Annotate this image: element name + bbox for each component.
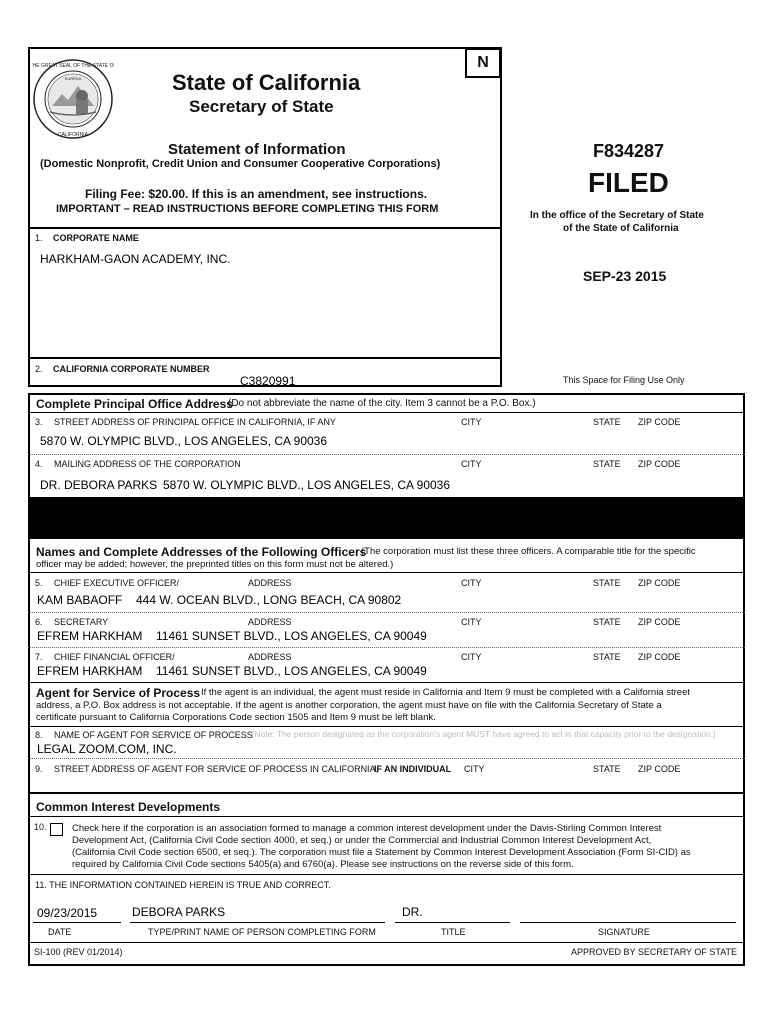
item-7-address-value[interactable]: 11461 SUNSET BLVD., LOS ANGELES, CA 90049	[156, 664, 427, 678]
filed-stamp: FILED	[588, 167, 669, 198]
item-4-city-label: CITY	[461, 459, 482, 469]
divider	[28, 572, 745, 573]
item-5-address-value[interactable]: 444 W. OCEAN BLVD., LONG BEACH, CA 90802	[136, 593, 402, 607]
cid-line-1: Check here if the corporation is an association formed to manage a common interest development under the Davis-Stirling Common Interest	[72, 823, 662, 834]
item-7-state-label: STATE	[593, 652, 621, 662]
divider	[28, 357, 502, 359]
item-5-zip-label: ZIP CODE	[638, 578, 681, 588]
item-11-statement: 11. THE INFORMATION CONTAINED HEREIN IS TRUE AND CORRECT.	[35, 880, 331, 890]
cert-name-value[interactable]: DEBORA PARKS	[132, 905, 226, 919]
agent-heading: Agent for Service of Process	[36, 686, 201, 700]
title-line	[395, 922, 510, 923]
divider	[28, 726, 745, 727]
cert-signature-label: SIGNATURE	[598, 927, 650, 937]
item-7-address-label: ADDRESS	[248, 652, 292, 662]
item-3-value[interactable]: 5870 W. OLYMPIC BLVD., LOS ANGELES, CA 90036	[40, 434, 328, 448]
divider	[28, 647, 745, 648]
item-4-name-value[interactable]: DR. DEBORA PARKS	[40, 478, 158, 492]
state-title: State of California	[172, 70, 361, 95]
item-9-zip-label: ZIP CODE	[638, 764, 681, 774]
item-6-name-value[interactable]: EFREM HARKHAM	[37, 629, 143, 643]
filing-space-note: This Space for Filing Use Only	[563, 375, 685, 385]
corporate-number-label: CALIFORNIA CORPORATE NUMBER	[53, 364, 210, 374]
item-4-zip-label: ZIP CODE	[638, 459, 681, 469]
cert-title-label: TITLE	[441, 927, 466, 937]
item-6-address-value[interactable]: 11461 SUNSET BLVD., LOS ANGELES, CA 90049	[156, 629, 427, 643]
seal-text-bottom: CALIFORNIA	[57, 132, 89, 138]
cert-date-value[interactable]: 09/23/2015	[37, 906, 98, 920]
item-4-number: 4.	[35, 459, 43, 469]
divider	[28, 412, 745, 413]
item-4-label: MAILING ADDRESS OF THE CORPORATION	[54, 459, 241, 469]
item-6-label: SECRETARY	[54, 617, 109, 627]
office-line-1: In the office of the Secretary of State	[530, 210, 704, 221]
date-line	[33, 922, 121, 923]
cert-date-label: DATE	[48, 927, 72, 937]
officers-heading: Names and Complete Addresses of the Following Officers	[36, 545, 367, 559]
item-1-number: 1.	[35, 233, 43, 243]
cid-heading: Common Interest Developments	[36, 800, 221, 814]
item-6-zip-label: ZIP CODE	[638, 617, 681, 627]
item-7-label: CHIEF FINANCIAL OFFICER/	[54, 652, 175, 662]
item-8-number: 8.	[35, 730, 43, 740]
item-5-label: CHIEF EXECUTIVE OFFICER/	[54, 578, 180, 588]
item-3-city-label: CITY	[461, 417, 482, 427]
divider	[28, 874, 745, 875]
item-3-label: STREET ADDRESS OF PRINCIPAL OFFICE IN CALIFORNIA, IF ANY	[54, 417, 336, 427]
divider	[28, 612, 745, 613]
cid-line-4: required by California Civil Code sections 5405(a) and 6760(a). Please see instructions on the reverse side of this form.	[72, 859, 574, 870]
divider	[28, 792, 745, 794]
cid-line-3: (California Civil Code section 6500, et seq.). The corporation must file a Statement by Common Interest Development Association (Form SI-CID) as	[72, 847, 691, 858]
item-9-state-label: STATE	[593, 764, 621, 774]
agent-para-1: If the agent is an individual, the agent must reside in California and Item 9 must be completed with a California street	[201, 687, 690, 698]
form-title: Statement of Information	[168, 141, 346, 158]
cid-line-2: Development Act, (California Civil Code section 4000, et seq.) or under the Commercial and Industrial Common Interest Development Act,	[72, 835, 652, 846]
corporate-name-value[interactable]: HARKHAM-GAON ACADEMY, INC.	[40, 252, 231, 266]
item-3-number: 3.	[35, 417, 43, 427]
item-6-state-label: STATE	[593, 617, 621, 627]
item-8-note: [Note: The person designated as the corporation's agent MUST have agreed to act in that capacity prior to the designation.]	[252, 729, 716, 739]
seal-text-top: THE GREAT SEAL OF THE STATE OF	[32, 63, 114, 69]
item-9-city-label: CITY	[464, 764, 485, 774]
redacted-band	[28, 497, 745, 539]
cert-name-label: TYPE/PRINT NAME OF PERSON COMPLETING FORM	[148, 927, 376, 937]
agent-para-2: address, a P.O. Box address is not acceptable. If the agent is another corporation, the agent must have on file with the California Secretary of State a	[36, 700, 662, 711]
important-note: IMPORTANT – READ INSTRUCTIONS BEFORE COMPLETING THIS FORM	[56, 203, 439, 215]
agent-para-3: certificate pursuant to California Corporations Code section 1505 and Item 9 must be left blank.	[36, 712, 436, 723]
divider	[28, 454, 745, 455]
item-5-name-value[interactable]: KAM BABAOFF	[37, 593, 123, 607]
form-id: SI-100 (REV 01/2014)	[34, 947, 123, 957]
divider	[28, 682, 745, 683]
form-letter-box: N	[465, 48, 501, 78]
item-8-value[interactable]: LEGAL ZOOM.COM, INC.	[37, 742, 177, 756]
item-9-label: STREET ADDRESS OF AGENT FOR SERVICE OF PROCESS IN CALIFORNIA,	[54, 764, 379, 774]
signature-line	[520, 922, 736, 923]
divider	[28, 227, 502, 229]
approved-by: APPROVED BY SECRETARY OF STATE	[571, 947, 738, 957]
item-5-number: 5.	[35, 578, 43, 588]
item-4-address-value[interactable]: 5870 W. OLYMPIC BLVD., LOS ANGELES, CA 90036	[163, 478, 451, 492]
divider	[28, 942, 745, 943]
item-2-number: 2.	[35, 364, 43, 374]
corporate-name-label: CORPORATE NAME	[53, 233, 139, 243]
item-3-zip-label: ZIP CODE	[638, 417, 681, 427]
divider	[28, 816, 745, 817]
file-number: F834287	[593, 141, 665, 161]
item-5-state-label: STATE	[593, 578, 621, 588]
item-7-number: 7.	[35, 652, 43, 662]
item-6-number: 6.	[35, 617, 43, 627]
item-6-city-label: CITY	[461, 617, 482, 627]
filing-fee: Filing Fee: $20.00. If this is an amendment, see instructions.	[85, 187, 428, 201]
item-3-state-label: STATE	[593, 417, 621, 427]
corporate-number-value[interactable]: C3820991	[240, 374, 296, 388]
form-subtitle: (Domestic Nonprofit, Credit Union and Consumer Cooperative Corporations)	[40, 158, 441, 170]
cert-title-value[interactable]: DR.	[402, 905, 423, 919]
seal-motto: EUREKA	[64, 76, 82, 81]
name-line	[130, 922, 385, 923]
item-5-city-label: CITY	[461, 578, 482, 588]
item-10-number: 10.	[34, 822, 47, 832]
item-7-name-value[interactable]: EFREM HARKHAM	[37, 664, 143, 678]
item-7-city-label: CITY	[461, 652, 482, 662]
officers-note: (The corporation must list these three officers. A comparable title for the specific	[361, 546, 696, 557]
divider	[28, 758, 745, 759]
state-seal-icon	[32, 58, 114, 140]
filing-date: SEP-23 2015	[583, 268, 667, 284]
item-7-zip-label: ZIP CODE	[638, 652, 681, 662]
item-9-label-bold: IF AN INDIVIDUAL	[374, 764, 452, 774]
secretary-title: Secretary of State	[189, 97, 334, 116]
item-5-address-label: ADDRESS	[248, 578, 292, 588]
item-4-state-label: STATE	[593, 459, 621, 469]
cid-checkbox[interactable]	[50, 823, 63, 836]
item-6-address-label: ADDRESS	[248, 617, 292, 627]
officers-note-2: officer may be added; however, the preprinted titles on this form must not be altered.)	[36, 559, 394, 570]
principal-office-note: (Do not abbreviate the name of the city. Item 3 cannot be a P.O. Box.)	[228, 398, 536, 409]
item-9-number: 9.	[35, 764, 43, 774]
office-line-2: of the State of California	[563, 223, 679, 234]
principal-office-heading: Complete Principal Office Address	[36, 397, 233, 411]
item-8-label: NAME OF AGENT FOR SERVICE OF PROCESS	[54, 730, 253, 740]
